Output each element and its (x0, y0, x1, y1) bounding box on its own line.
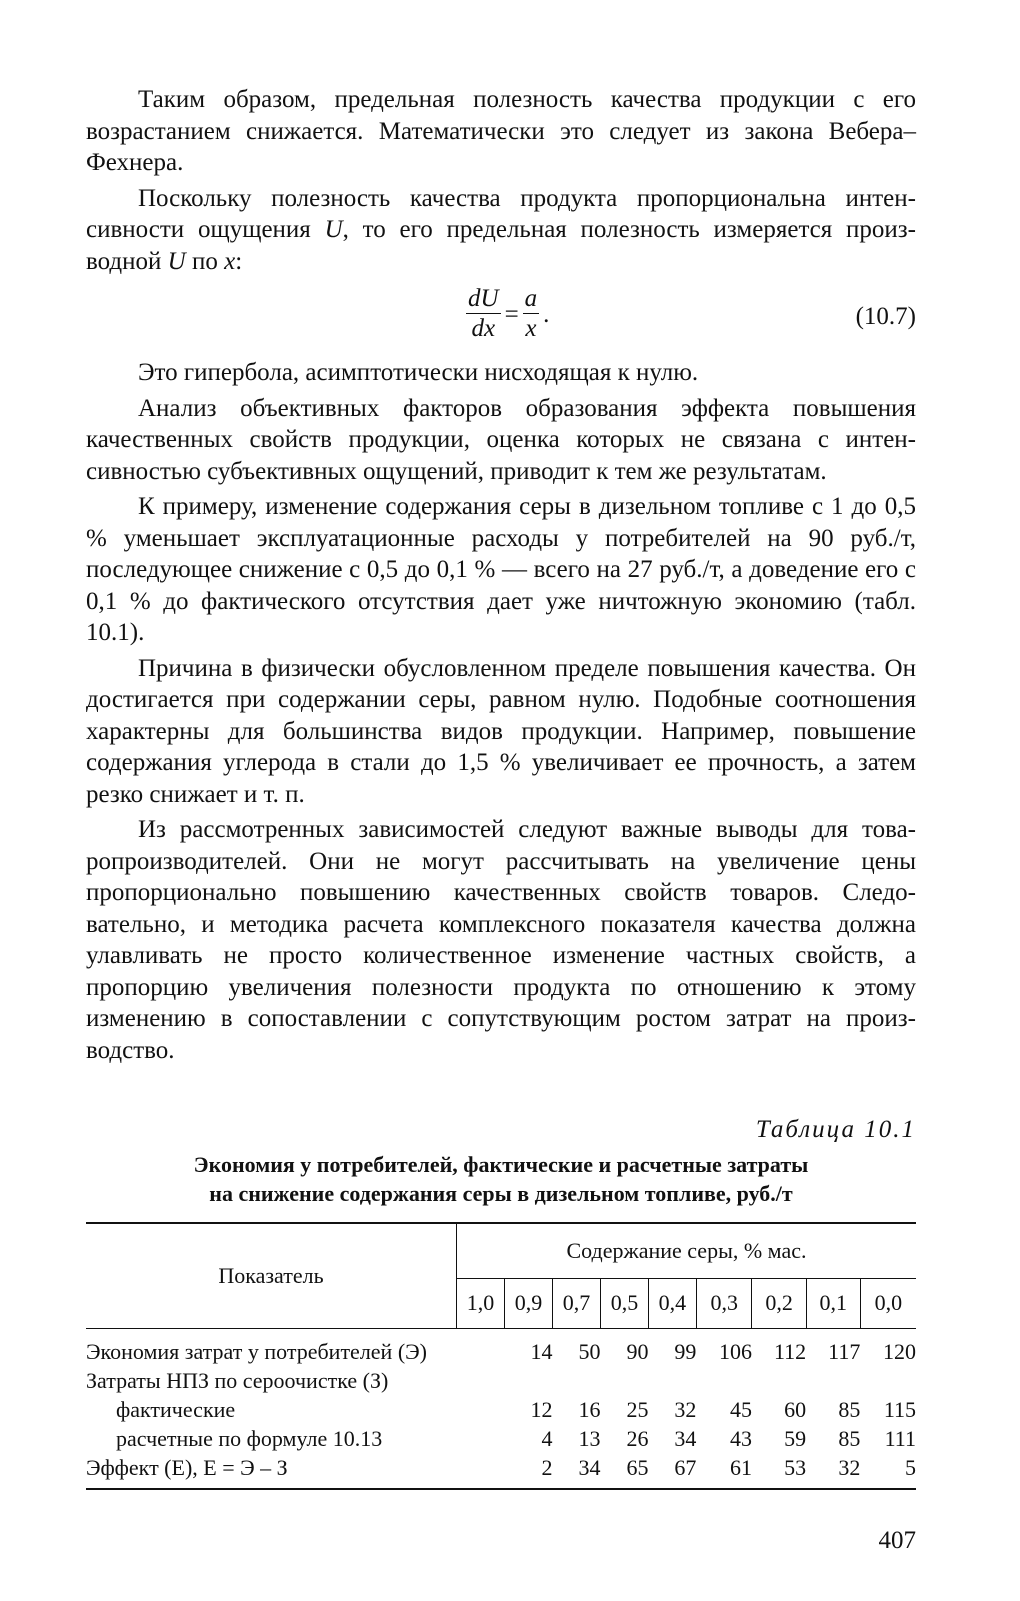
variable-x: x (224, 247, 236, 275)
column-header: 0,3 (696, 1278, 752, 1328)
column-header: 0,7 (552, 1278, 600, 1328)
formula-period: . (543, 300, 550, 328)
table-cell (457, 1329, 505, 1367)
column-header: 0,9 (504, 1278, 552, 1328)
table-row (86, 1453, 916, 1489)
sulfur-table (86, 1222, 916, 1490)
header-indicator: Показатель (86, 1223, 457, 1329)
table-cell: 112 (773, 1339, 807, 1364)
table-cell: 53 (752, 1453, 806, 1489)
table-cell: 26 (626, 1426, 649, 1451)
table-label: Таблица 10.1 (755, 1116, 916, 1143)
column-header: 0,4 (648, 1278, 696, 1328)
paragraph-2-text-d: : (235, 247, 243, 275)
paragraph-4: Анализ объективных факторов образования эффекта повышения качественных свойств продукции, оценка которых не связана с интенсивностью субъективных ощущений, приводит к тем же результатам. (86, 394, 916, 485)
paragraph-7: Из рассмотренных зависимостей следуют важные выводы для товаропроизводителей. Они не могут рассчитывать на увеличение цены пропорционально повышению качественных свойств товаров. Следовательно, и методика расчета комплексного показателя качества должна улавливать не просто количественное изменение частных свойств, а пропорцию увеличения полезности продукта по отношению к этому изменению в сопоставлении с сопутствующим ростом затрат на производство. (86, 816, 916, 1064)
table-row (86, 1395, 916, 1424)
table-cell: 99 (674, 1339, 697, 1364)
table-cell: 106 (718, 1339, 752, 1364)
table-title-line-1: Экономия у потребителей, фактические и расчетные затраты (193, 1152, 809, 1177)
table-title-line-2: на снижение содержания серы в дизельном топливе, руб./т (209, 1181, 793, 1206)
paragraph-1: Таким образом, предельная полезность качества продукции с его возрастанием снижается. Математически это следует из закона Вебера–Фехнера. (86, 86, 916, 176)
paragraph-2-text-b: , то его предельная полезность измеряется производной (86, 216, 916, 275)
row-label: Экономия затрат у потребителей (Э) (86, 1339, 428, 1364)
table-cell: 34 (674, 1426, 697, 1451)
table-cell (457, 1395, 505, 1424)
table-cell: 67 (648, 1453, 696, 1489)
paragraph-2-text-c: по (185, 247, 225, 275)
variable-u: U (324, 216, 343, 243)
table-cell (806, 1366, 860, 1395)
table-cell: 25 (626, 1397, 649, 1422)
table-cell: 115 (883, 1397, 916, 1422)
table-cell: 14 (530, 1339, 553, 1364)
table-cell: 90 (626, 1339, 649, 1364)
table-cell: 4 (541, 1426, 553, 1451)
table-cell: 59 (784, 1426, 807, 1451)
table-cell: 12 (530, 1397, 553, 1422)
paragraph-2 (86, 183, 916, 278)
paragraph-6: Причина в физически обусловленном пределе повышения качества. Он достигается при содержании серы, равном нулю. Подобные соотношения характерны для большинства видов продукции. Например, повышение содержания углерода в стали до 1,5 % увеличивает ее прочность, а затем резко снижает и т. п. (86, 654, 916, 808)
table-cell (457, 1453, 505, 1489)
table-cell: 85 (838, 1397, 861, 1422)
page-number: 407 (878, 1527, 916, 1554)
table-cell (457, 1366, 505, 1395)
table-cell: 43 (729, 1426, 752, 1451)
table-cell: 13 (578, 1426, 601, 1451)
table-cell: 5 (860, 1453, 916, 1489)
fraction-a-x (523, 285, 540, 344)
table-cell (696, 1366, 752, 1395)
table-cell: 60 (784, 1397, 807, 1422)
table-cell: 45 (729, 1397, 752, 1422)
table-cell (648, 1366, 696, 1395)
table-cell (860, 1366, 916, 1395)
table-row (86, 1424, 916, 1453)
table-cell: 50 (578, 1339, 601, 1364)
equals-sign: = (504, 300, 519, 328)
formula-expression (466, 285, 553, 344)
table-cell: 111 (884, 1426, 916, 1451)
fraction-du-dx (466, 285, 501, 344)
page-body (86, 84, 916, 1490)
paragraph-3: Это гипербола, асимптотически нисходящая к нулю. (138, 359, 699, 386)
equation-number: (10.7) (855, 303, 916, 330)
table-cell: 85 (838, 1426, 861, 1451)
table-cell: 34 (552, 1453, 600, 1489)
fraction-numerator: a (524, 285, 538, 312)
column-header: 0,1 (806, 1278, 860, 1328)
table-cell (600, 1366, 648, 1395)
row-label: расчетные по формуле 10.13 (116, 1426, 383, 1451)
table-cell (504, 1366, 552, 1395)
column-header: 0,2 (752, 1278, 806, 1328)
table-cell: 61 (696, 1453, 752, 1489)
table-cell (552, 1366, 600, 1395)
fraction-numerator: dU (468, 285, 499, 312)
column-header: 0,0 (860, 1278, 916, 1328)
paragraph-2-text-a: Поскольку полезность качества продукта пропорциональна интенсивности ощущения (86, 184, 916, 243)
table-cell (457, 1424, 505, 1453)
table-row (86, 1329, 916, 1367)
row-label: Эффект (Е), Е = Э – З (86, 1453, 457, 1489)
column-header: 0,5 (600, 1278, 648, 1328)
header-sulfur-content: Содержание серы, % мас. (457, 1223, 917, 1278)
table-cell: 2 (504, 1453, 552, 1489)
table-cell: 32 (806, 1453, 860, 1489)
fraction-denominator: x (525, 315, 537, 342)
table-row (86, 1366, 916, 1395)
table-title (86, 1150, 916, 1208)
formula-10-7 (86, 285, 916, 351)
row-label: фактические (116, 1397, 236, 1422)
row-label: Затраты НПЗ по сероочистке (З) (86, 1368, 389, 1393)
table-cell (752, 1366, 806, 1395)
table-cell: 117 (828, 1339, 861, 1364)
table-cell: 16 (578, 1397, 601, 1422)
table-cell: 32 (674, 1397, 697, 1422)
paragraph-5: К примеру, изменение содержания серы в дизельном топливе с 1 до 0,5 % уменьшает эксплуатационные расходы у потребителей на 90 руб./т, последующее снижение с 0,5 до 0,1 % — всего на 27 руб./т, а доведение его с 0,1 % до фактического отсутствия дает уже ничтожную экономию (табл. 10.1). (86, 493, 916, 646)
fraction-denominator: dx (471, 315, 496, 342)
column-header: 1,0 (457, 1278, 505, 1328)
variable-u-2: U (167, 247, 186, 275)
table-cell: 120 (883, 1339, 916, 1364)
table-cell: 65 (600, 1453, 648, 1489)
